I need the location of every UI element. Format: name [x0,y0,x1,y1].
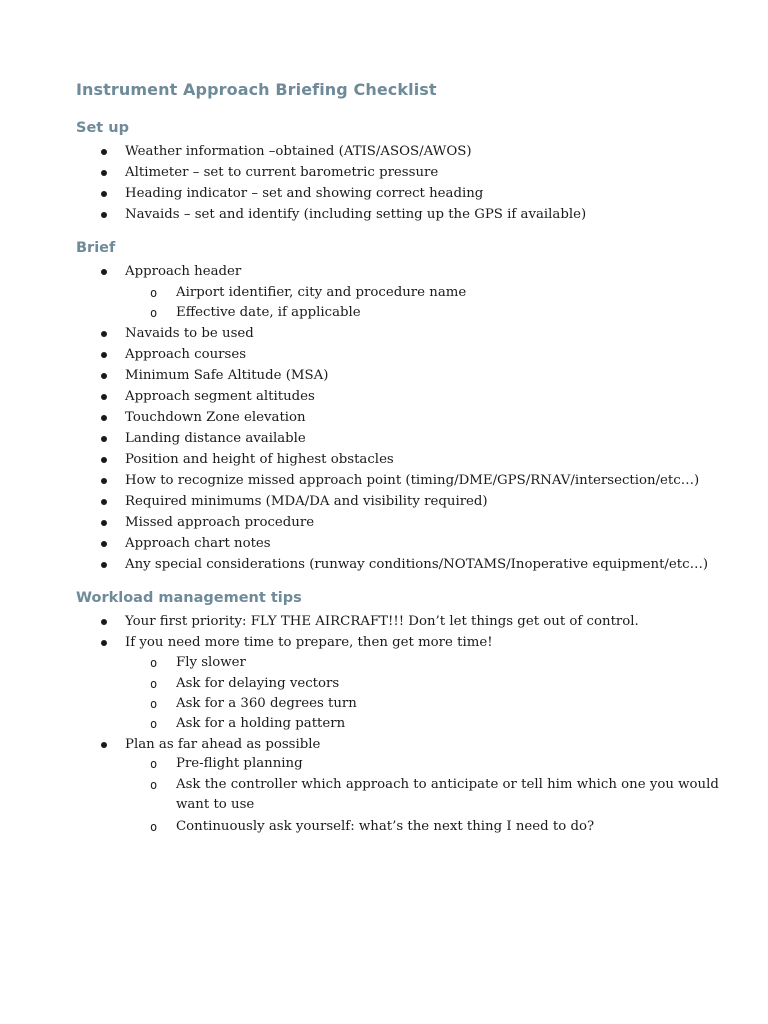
sub-bullet-marker: o [150,286,158,300]
section-heading-brief: Brief [76,240,116,256]
sub-bullet-marker: o [150,778,158,792]
list-item: Required minimums (MDA/DA and visibility required) [125,494,488,509]
section-heading-setup: Set up [76,120,129,136]
sub-bullet-marker: o [150,306,158,320]
list-item: Any special considerations (runway conditions/NOTAMS/Inoperative equipment/etc…) [125,557,709,572]
sub-list-item: Airport identifier, city and procedure name [176,285,467,300]
list-item: Landing distance available [125,431,306,446]
list-item: Plan as far ahead as possible [125,737,321,752]
sub-list-item: Continuously ask yourself: what’s the next thing I need to do? [176,819,595,834]
list-item: If you need more time to prepare, then get more time! [125,635,493,650]
sub-bullet-marker: o [150,697,158,711]
list-item: Touchdown Zone elevation [125,410,306,425]
sub-bullet-marker: o [150,717,158,731]
list-item: Approach header [125,264,242,279]
list-item: Navaids to be used [125,326,254,341]
list-item: Approach segment altitudes [125,389,315,404]
page-title: Instrument Approach Briefing Checklist [76,80,437,99]
sub-list-item: Pre-flight planning [176,756,303,771]
sub-list-item: Fly slower [176,655,246,670]
sub-bullet-marker: o [150,820,158,834]
sub-bullet-marker: o [150,757,158,771]
section-heading-workload: Workload management tips [76,590,302,606]
list-item: How to recognize missed approach point (timing/DME/GPS/RNAV/intersection/etc…) [125,473,700,488]
sub-list-item: Ask for delaying vectors [176,676,340,691]
sub-list-item: Ask for a holding pattern [176,716,346,731]
list-item: Your first priority: FLY THE AIRCRAFT!!! Don’t let things get out of control. [125,614,639,629]
list-item: Weather information –obtained (ATIS/ASOS/AWOS) [125,144,472,159]
sub-list-item: Ask the controller which approach to anticipate or tell him which one you would [176,777,719,792]
sub-bullet-marker: o [150,656,158,670]
sub-list-item: Ask for a 360 degrees turn [176,696,357,711]
list-item: Approach chart notes [125,536,271,551]
list-item: Approach courses [125,347,247,362]
list-item: Navaids – set and identify (including setting up the GPS if available) [125,207,587,222]
list-item: Minimum Safe Altitude (MSA) [125,368,329,383]
sub-bullet-marker: o [150,677,158,691]
list-item: Altimeter – set to current barometric pressure [125,165,439,180]
list-item: Missed approach procedure [125,515,315,530]
sub-list-item: Effective date, if applicable [176,305,361,320]
list-item: Position and height of highest obstacles [125,452,394,467]
sub-list-item-continuation: want to use [176,797,255,812]
list-item: Heading indicator – set and showing correct heading [125,186,484,201]
